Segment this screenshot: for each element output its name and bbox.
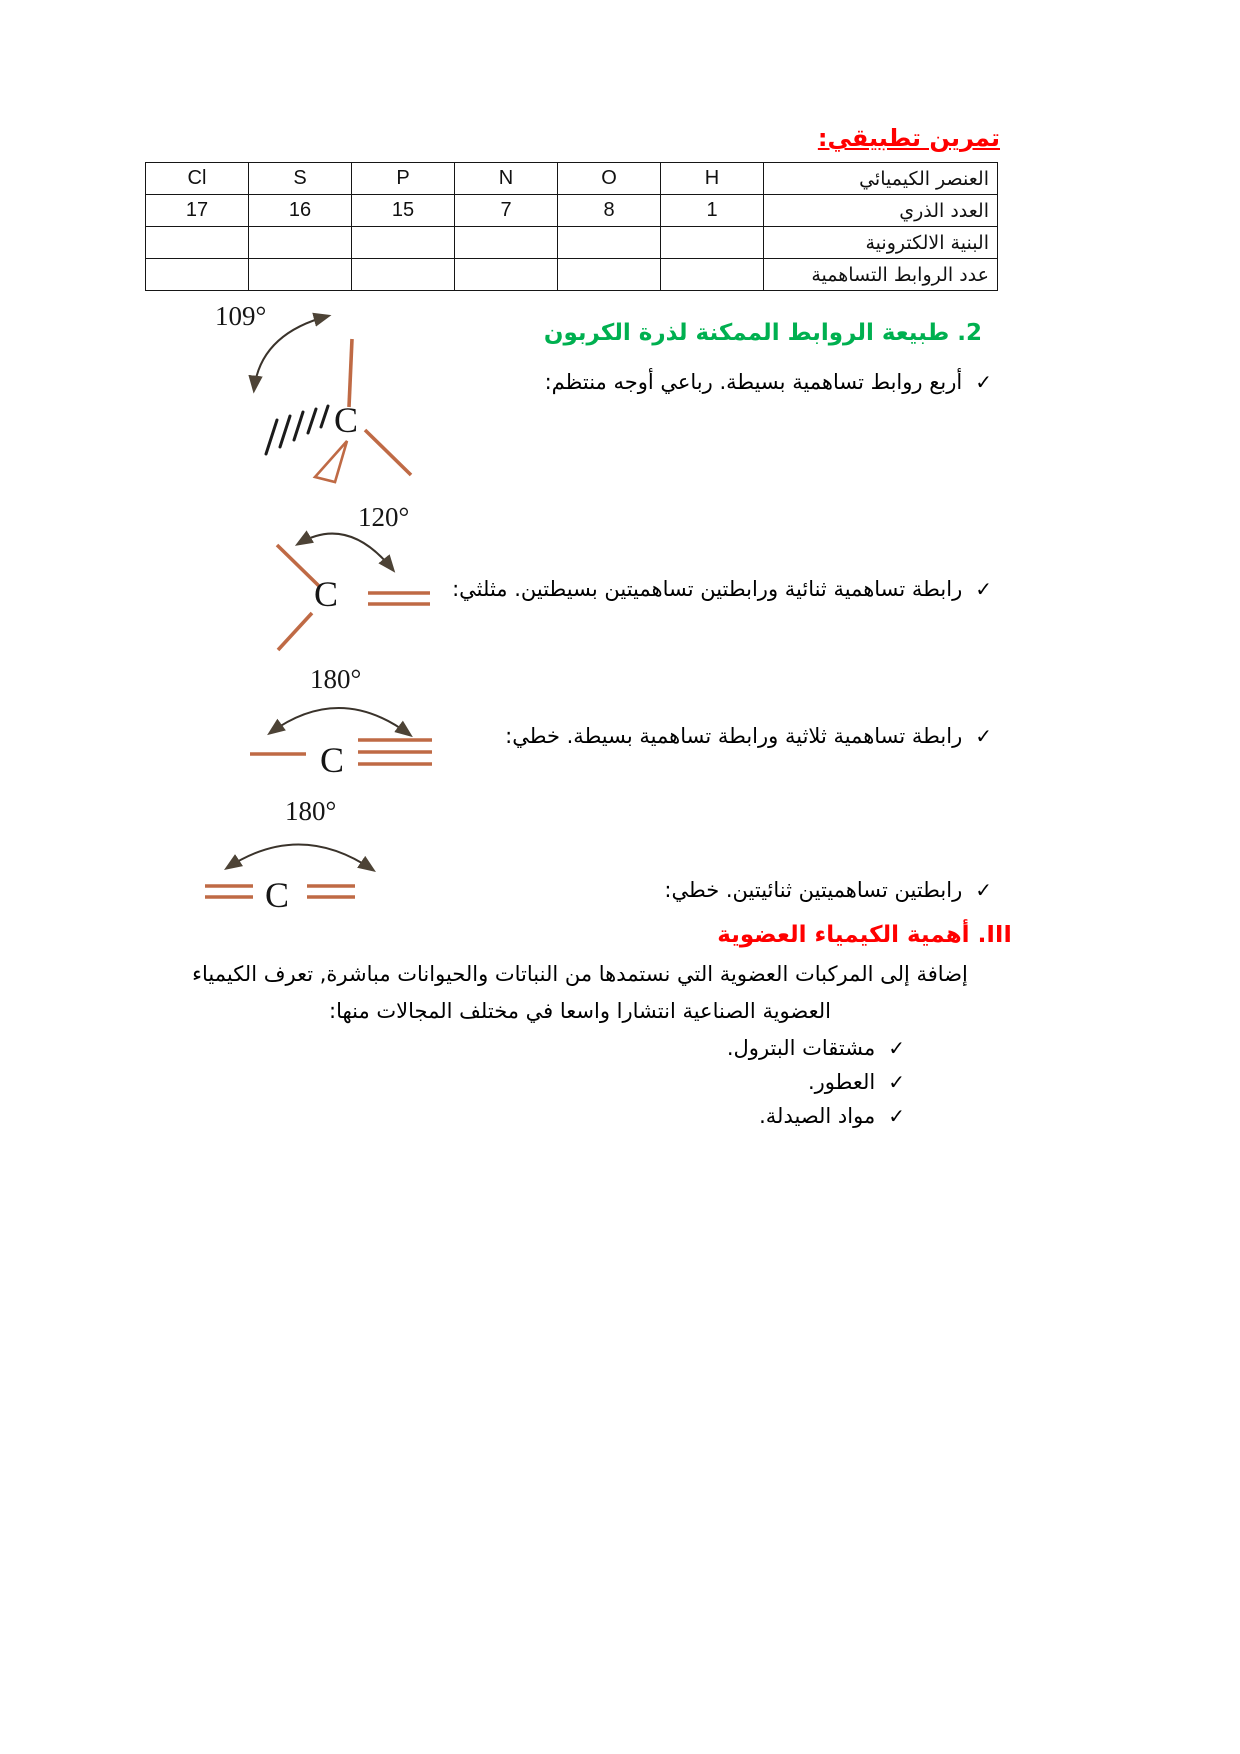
- checkmark-icon: ✓: [888, 1036, 905, 1060]
- bullet-item: [664, 878, 992, 902]
- element-symbol-cell: P: [352, 163, 455, 195]
- angle-label: 180°: [310, 664, 362, 694]
- elements-table: [145, 162, 998, 291]
- single-bond: [365, 430, 411, 475]
- bond-diagram-linear-double: [195, 790, 435, 920]
- empty-cell: [249, 227, 352, 259]
- angle-arrow: [227, 844, 373, 870]
- section-bonds-heading: 2. طبيعة الروابط الممكنة لذرة الكربون: [543, 320, 982, 346]
- carbon-atom-label: C: [334, 400, 359, 440]
- checkmark-icon: ✓: [975, 878, 992, 902]
- empty-cell: [352, 259, 455, 291]
- bullet-text: مواد الصيدلة.: [759, 1104, 876, 1128]
- empty-cell: [455, 259, 558, 291]
- empty-cell: [146, 259, 249, 291]
- section-importance-heading: III. أهمية الكيمياء العضوية: [717, 922, 1012, 948]
- table-row-element-symbols: [146, 163, 998, 195]
- checkmark-icon: ✓: [975, 577, 992, 601]
- empty-cell: [455, 227, 558, 259]
- angle-label: 180°: [285, 796, 337, 826]
- bullet-text: رابطة تساهمية ثلاثية ورابطة تساهمية بسيطة. خطي:: [505, 724, 963, 748]
- angle-label: 120°: [358, 502, 410, 532]
- paragraph-line: إضافة إلى المركبات العضوية التي نستمدها من النباتات والحيوانات مباشرة, تعرف الكيمياء: [192, 962, 968, 986]
- bullet-text: العطور.: [807, 1070, 876, 1094]
- double-bond: [205, 886, 253, 897]
- single-bond: [349, 339, 352, 407]
- atomic-number-cell: 17: [146, 195, 249, 227]
- double-bond: [307, 886, 355, 897]
- empty-cell: [249, 259, 352, 291]
- bullet-item: [452, 577, 992, 601]
- bond-diagram-tetrahedral: [190, 292, 430, 492]
- carbon-atom-label: C: [265, 875, 290, 915]
- row-header-cell: العدد الذري: [764, 195, 998, 227]
- empty-cell: [558, 227, 661, 259]
- checkmark-icon: ✓: [888, 1104, 905, 1128]
- angle-label: 109°: [215, 301, 267, 331]
- empty-cell: [661, 259, 764, 291]
- atomic-number-cell: 1: [661, 195, 764, 227]
- sub-bullet-item: [759, 1104, 905, 1128]
- empty-cell: [352, 227, 455, 259]
- table-row-electronic-structure: [146, 227, 998, 259]
- checkmark-icon: ✓: [975, 724, 992, 748]
- empty-cell: [558, 259, 661, 291]
- row-header-cell: العنصر الكيميائي: [764, 163, 998, 195]
- double-bond: [368, 593, 430, 604]
- element-symbol-cell: S: [249, 163, 352, 195]
- row-header-cell: عدد الروابط التساهمية: [764, 259, 998, 291]
- carbon-atom-label: C: [320, 740, 345, 780]
- bullet-item: [545, 370, 992, 394]
- solid-wedge-bond: [315, 441, 347, 482]
- bullet-text: مشتقات البترول.: [726, 1036, 876, 1060]
- atomic-number-cell: 8: [558, 195, 661, 227]
- atomic-number-cell: 15: [352, 195, 455, 227]
- row-header-cell: البنية الالكترونية: [764, 227, 998, 259]
- bullet-text: أربع روابط تساهمية بسيطة. رباعي أوجه منتظم:: [544, 370, 963, 394]
- atomic-number-cell: 7: [455, 195, 558, 227]
- table-row-covalent-bonds: [146, 259, 998, 291]
- carbon-atom-label: C: [314, 574, 339, 614]
- triple-bond: [358, 740, 432, 764]
- bullet-item: [505, 724, 992, 748]
- empty-cell: [661, 227, 764, 259]
- angle-arrow: [270, 708, 410, 735]
- bond-diagram-linear-triple: [230, 658, 470, 788]
- angle-arrow: [298, 534, 393, 570]
- paragraph-line: العضوية الصناعية انتشارا واسعا في مختلف المجالات منها:: [329, 999, 831, 1023]
- checkmark-icon: ✓: [975, 370, 992, 394]
- element-symbol-cell: H: [661, 163, 764, 195]
- bullet-text: رابطة تساهمية ثنائية ورابطتين تساهميتين بسيطتين. مثلثي:: [452, 577, 963, 601]
- empty-cell: [146, 227, 249, 259]
- exercise-title: تمرين تطبيقي:: [817, 124, 1000, 152]
- sub-bullet-item: [808, 1070, 905, 1094]
- table-row-atomic-numbers: [146, 195, 998, 227]
- atomic-number-cell: 16: [249, 195, 352, 227]
- single-bond: [278, 613, 312, 650]
- element-symbol-cell: N: [455, 163, 558, 195]
- bullet-text: رابطتين تساهميتين ثنائيتين. خطي:: [664, 878, 963, 902]
- element-symbol-cell: O: [558, 163, 661, 195]
- element-symbol-cell: Cl: [146, 163, 249, 195]
- hashed-wedge-bond: [266, 406, 328, 454]
- checkmark-icon: ✓: [888, 1070, 905, 1094]
- sub-bullet-item: [727, 1036, 905, 1060]
